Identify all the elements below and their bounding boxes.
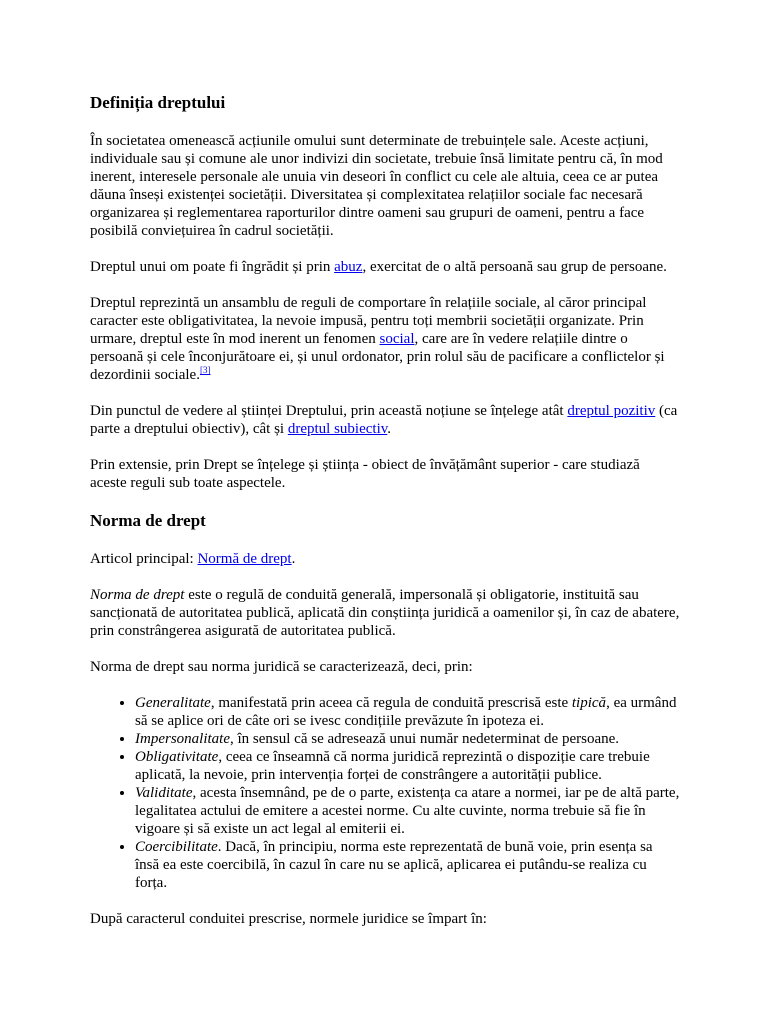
link-dreptul-subiectiv[interactable]: dreptul subiectiv xyxy=(287,421,388,437)
heading-norma-de-drept: Norma de drept xyxy=(90,511,206,530)
article-content xyxy=(90,92,680,946)
paragraph-stiinta xyxy=(90,402,680,438)
list-item xyxy=(135,694,680,730)
link-dreptul-pozitiv[interactable]: dreptul pozitiv xyxy=(567,403,656,419)
term-coercibilitate: Coercibilitate xyxy=(135,839,218,855)
term-generalitate: Generalitate xyxy=(135,695,211,711)
paragraph-norma-definition xyxy=(90,586,680,640)
text-segment: Din punctul de vedere al științei Dreptului, prin această noțiune se înțelege atât xyxy=(90,403,568,419)
link-abuz[interactable]: abuz xyxy=(334,259,363,275)
list-item xyxy=(135,730,680,748)
text-segment: , exercitat de o altă persoană sau grup de persoane. xyxy=(362,259,667,275)
link-social[interactable]: social xyxy=(379,331,415,347)
term-norma-de-drept: Norma de drept xyxy=(90,587,185,603)
main-article-label: Articol principal: xyxy=(90,551,198,567)
characteristics-list xyxy=(90,694,680,892)
text-segment: . xyxy=(387,421,392,437)
term-tipica: tipică xyxy=(571,695,607,711)
text-segment: . Dacă, în principiu, norma este reprezentată de bună voie, prin esența sa însă ea este coercibilă, în cazul în care nu se aplică, aplicarea ei putându-se realiza cu forța. xyxy=(135,839,653,891)
paragraph-extensie: Prin extensie, prin Drept se înțelege și știința - obiect de învățământ superior - care studiază aceste reguli sub toate aspectele. xyxy=(90,457,640,491)
link-norma-de-drept[interactable]: Normă de drept xyxy=(197,551,292,567)
list-item xyxy=(135,838,680,892)
heading-definitia-dreptului: Definiția dreptului xyxy=(90,93,226,112)
term-obligativitate: Obligativitate xyxy=(135,749,219,765)
text-segment: , care are în vedere relațiile dintre o persoană și cele înconjurătoare ei, și unul ordonator, prin rolul său de pacificare a conflictelor și dezordinii sociale. xyxy=(90,331,665,383)
text-segment: , acesta însemnând, pe de o parte, existența ca atare a normei, iar pe de altă parte, legalitatea actului de emitere a acestei norme. Cu alte cuvinte, norma trebuie să fie în vigoare și să existe un act legal al emiterii ei. xyxy=(135,785,680,837)
text-segment: Dreptul unui om poate fi îngrădit și prin xyxy=(90,259,335,275)
paragraph-definition xyxy=(90,294,680,384)
text-segment: , în sensul că se adresează unui număr nedeterminat de persoane. xyxy=(230,731,620,747)
term-validitate: Validitate xyxy=(135,785,193,801)
reference-link-3[interactable]: [3] xyxy=(199,365,211,375)
list-item xyxy=(135,748,680,784)
term-impersonalitate: Impersonalitate xyxy=(135,731,230,747)
text-segment: . xyxy=(291,551,296,567)
paragraph-impartire: După caracterul conduitei prescrise, normele juridice se împart în: xyxy=(90,911,487,927)
paragraph-caracteristici: Norma de drept sau norma juridică se caracterizează, deci, prin: xyxy=(90,659,473,675)
text-segment: este o regulă de conduită generală, impersonală și obligatorie, instituită sau sancționată de autoritatea publică, aplicată din conștiința juridică a oamenilor și, în caz de abatere, prin constrângerea asigurată de autoritatea publică. xyxy=(90,587,680,639)
text-segment: , ea urmând să se aplice ori de câte ori se ivesc condițiile prevăzute în ipoteza ei. xyxy=(135,695,677,729)
paragraph-abuz xyxy=(90,258,680,276)
paragraph-intro: În societatea omenească acțiunile omului sunt determinate de trebuințele sale. Aceste acțiuni, individuale sau și comune ale unor indivizi din societate, trebuie însă limitate pentru că, în mod inerent, interesele personale ale unuia vin deseori în conflict cu cele ale altuia, ceea ce ar putea dăuna înseși existenței societății. Diversitatea și complexitatea relațiilor sociale fac necesară organizarea și reglementarea raporturilor dintre oameni sau grupuri de oameni, pentru a face posibilă conviețuirea în cadrul societății. xyxy=(90,133,663,239)
text-segment: Dreptul reprezintă un ansamblu de reguli de comportare în relațiile sociale, al căror principal caracter este obligativitatea, la nevoie impusă, pentru toți membrii societății organizate. Prin urmare, dreptul este în mod inerent un fenomen xyxy=(90,295,647,347)
text-segment: , manifestată prin aceea că regula de conduită prescrisă este xyxy=(210,695,572,711)
main-article-note xyxy=(90,550,680,568)
list-item xyxy=(135,784,680,838)
text-segment: , ceea ce înseamnă că norma juridică reprezintă o dispoziție care trebuie aplicată, la nevoie, prin intervenția forței de constrângere a autorității publice. xyxy=(135,749,650,783)
text-segment: (ca parte a dreptului obiectiv), cât și xyxy=(90,403,678,437)
